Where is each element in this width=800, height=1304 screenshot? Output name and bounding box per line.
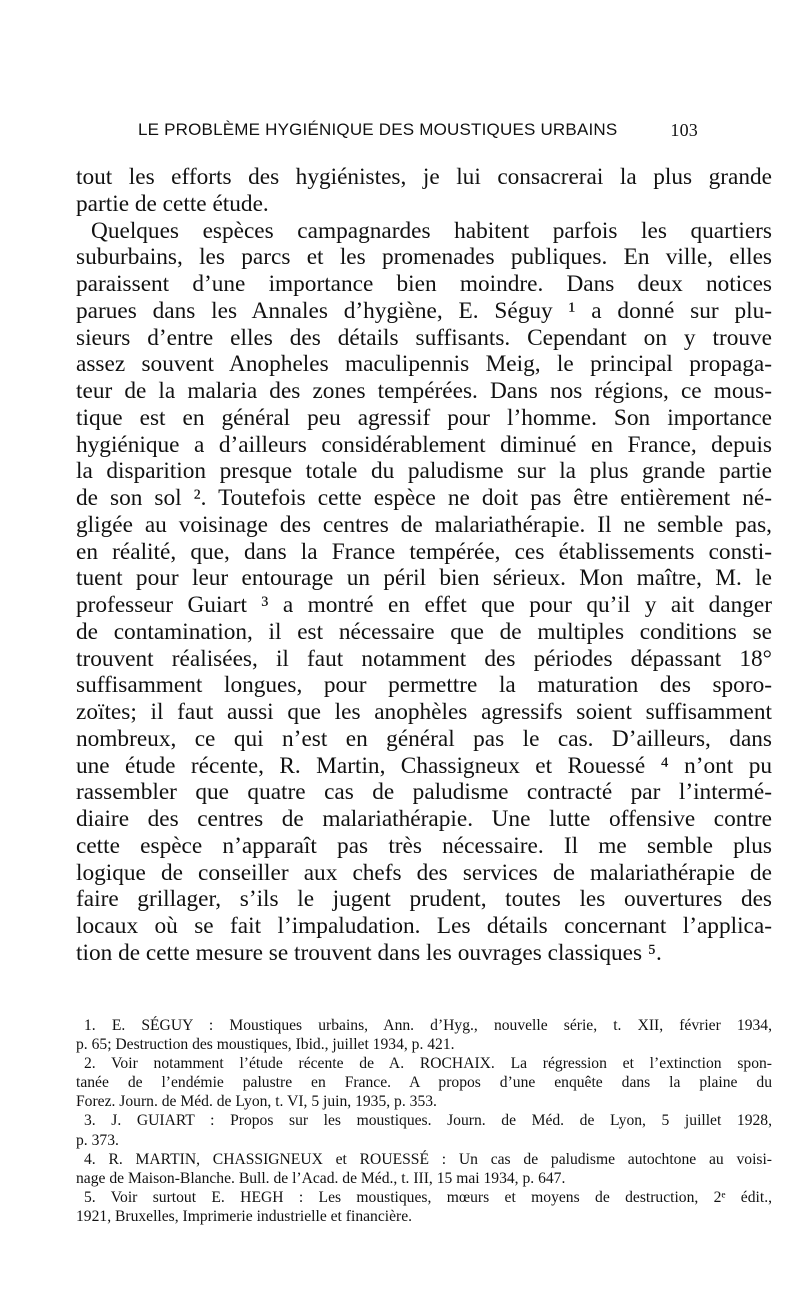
footnotes	[76, 1016, 772, 1226]
body-line: la disparition presque totale du paludisme sur la plus grande partie	[76, 458, 772, 485]
body-line: faire grillager, s’ils le jugent prudent, toutes les ouvertures des	[76, 886, 772, 913]
body-line: parues dans les Annales d’hygiène, E. Séguy ¹ a donné sur plu-	[76, 297, 772, 324]
body-line: professeur Guiart ³ a montré en effet que pour qu’il y ait danger	[76, 592, 772, 618]
footnote-line: nage de Maison-Blanche. Bull. de l’Acad. de Méd., t. III, 15 mai 1934, p. 647.	[76, 1169, 566, 1187]
body-line: Quelques espèces campagnardes habitent parfois les quartiers	[91, 217, 772, 244]
footnote-line: p. 373.	[76, 1131, 119, 1149]
body-line: cette espèce n’apparaît pas très nécessaire. Il me semble plus	[76, 832, 772, 859]
body-line: tique est en général peu agressif pour l’homme. Son importance	[76, 404, 772, 431]
footnote-line: 4. R. MARTIN, CHASSIGNEUX et ROUESSÉ : Un cas de paludisme autochtone au voisi-	[84, 1150, 772, 1168]
body-line: nombreux, ce qui n’est en général pas le cas. D’ailleurs, dans	[76, 725, 772, 752]
body-line: une étude récente, R. Martin, Chassigneux et Rouessé ⁴ n’ont pu	[76, 752, 772, 779]
body-text	[76, 164, 772, 967]
body-line: de contamination, il est nécessaire que de multiples conditions se	[76, 618, 772, 645]
body-line: en réalité, que, dans la France tempérée, ces établissements consti-	[76, 538, 772, 565]
page-number: 103	[670, 120, 698, 140]
body-line: tion de cette mesure se trouvent dans les ouvrages classiques ⁵.	[76, 939, 662, 966]
footnote-line: p. 65; Destruction des moustiques, Ibid., juillet 1934, p. 421.	[76, 1036, 455, 1054]
body-line: gligée au voisinage des centres de malariathérapie. Il ne semble pas,	[76, 511, 772, 538]
body-line: suburbains, les parcs et les promenades publiques. En ville, elles	[76, 244, 772, 271]
body-line: assez souvent Anopheles maculipennis Meig, le principal propaga-	[76, 351, 772, 378]
body-line: rassembler que quatre cas de paludisme contracté par l’intermé-	[76, 779, 772, 806]
body-line: sieurs d’entre elles des détails suffisants. Cependant on y trouve	[76, 324, 772, 351]
body-line: de son sol ². Toutefois cette espèce ne doit pas être entièrement né-	[76, 485, 772, 511]
body-line: diaire des centres de malariathérapie. Une lutte offensive contre	[76, 806, 772, 832]
body-line: logique de conseiller aux chefs des services de malariathérapie de	[76, 859, 772, 886]
body-line: partie de cette étude.	[76, 190, 269, 217]
body-line: trouvent réalisées, il faut notamment des périodes dépassant 18°	[76, 645, 772, 672]
footnote-line: Forez. Journ. de Méd. de Lyon, t. VI, 5 juin, 1935, p. 353.	[76, 1093, 437, 1111]
footnote-line: 1921, Bruxelles, Imprimerie industrielle et financière.	[76, 1207, 413, 1225]
body-line: zoïtes; il faut aussi que les anophèles agressifs soient suffisamment	[76, 699, 772, 725]
footnote-line: tanée de l’endémie palustre en France. A propos d’une enquête dans la plaine du	[76, 1074, 772, 1092]
footnote-line: 5. Voir surtout E. HEGH : Les moustiques, mœurs et moyens de destruction, 2ᵉ édit.,	[84, 1188, 772, 1206]
body-line: paraissent d’une importance bien moindre. Dans deux notices	[76, 271, 772, 297]
body-line: tout les efforts des hygiénistes, je lui consacrerai la plus grande	[76, 164, 772, 190]
footnote-line: 2. Voir notamment l’étude récente de A. ROCHAIX. La régression et l’extinction spon-	[84, 1055, 772, 1073]
body-line: tuent pour leur entourage un péril bien sérieux. Mon maître, M. le	[76, 565, 772, 592]
footnote-line: 1. E. SÉGUY : Moustiques urbains, Ann. d’Hyg., nouvelle série, t. XII, février 1934,	[84, 1017, 772, 1034]
running-title: LE PROBLÈME HYGIÉNIQUE DES MOUSTIQUES URBAINS	[138, 120, 618, 139]
body-line: teur de la malaria des zones tempérées. Dans nos régions, ce mous-	[76, 378, 772, 404]
body-line: locaux où se fait l’impaludation. Les détails concernant l’applica-	[76, 913, 772, 939]
body-line: suffisamment longues, pour permettre la maturation des sporo-	[76, 672, 772, 699]
body-line: hygiénique a d’ailleurs considérablement diminué en France, depuis	[76, 431, 772, 458]
footnote-line: 3. J. GUIART : Propos sur les moustiques. Journ. de Méd. de Lyon, 5 juillet 1928,	[84, 1112, 772, 1130]
